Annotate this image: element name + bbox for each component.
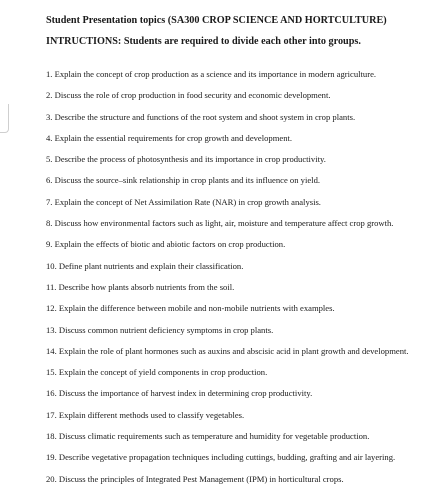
topic-text: Describe the structure and functions of the root system and shoot system in crop plants.	[54, 111, 356, 122]
document-instructions: INTRUCTIONS: Students are required to divide each other into groups.	[46, 36, 361, 47]
topic-item	[46, 303, 426, 314]
topic-number: 20.	[46, 473, 57, 484]
topic-item	[46, 367, 426, 378]
topic-text: Explain the concept of Net Assimilation Rate (NAR) in crop growth analysis.	[54, 196, 321, 207]
topic-item	[46, 239, 426, 250]
topic-item	[46, 474, 426, 485]
page-edge-marker	[0, 104, 9, 133]
topic-item	[46, 90, 426, 101]
topic-number: 7.	[46, 196, 53, 207]
topic-item	[46, 133, 426, 144]
topic-number: 16.	[46, 388, 57, 399]
topic-text: Discuss how environmental factors such as light, air, moisture and temperature affect crop growth.	[54, 218, 394, 229]
topic-text: Explain the concept of yield components in crop production.	[58, 367, 268, 378]
topic-item	[46, 452, 426, 463]
topic-text: Describe the process of photosynthesis and its importance in crop productivity.	[54, 154, 326, 165]
topic-number: 8.	[46, 218, 53, 229]
topic-number: 3.	[46, 111, 53, 122]
topic-text: Discuss the importance of harvest index in determining crop productivity.	[58, 388, 313, 399]
topic-item	[46, 410, 426, 421]
topic-number: 12.	[46, 303, 57, 314]
topic-number: 6.	[46, 175, 53, 186]
topic-number: 11.	[46, 281, 57, 292]
topic-text: Discuss common nutrient deficiency symptoms in crop plants.	[58, 324, 274, 335]
topic-text: Explain the difference between mobile and non-mobile nutrients with examples.	[58, 303, 335, 314]
topic-item	[46, 346, 426, 357]
topic-item	[46, 388, 426, 399]
topic-item	[46, 218, 426, 229]
topic-item	[46, 69, 426, 80]
topic-item	[46, 197, 426, 208]
topic-number: 4.	[46, 132, 53, 143]
topic-number: 17.	[46, 409, 57, 420]
topic-text: Discuss climatic requirements such as temperature and humidity for vegetable production.	[58, 431, 370, 442]
topic-text: Explain different methods used to classify vegetables.	[58, 409, 245, 420]
topic-item	[46, 175, 426, 186]
topic-text: Discuss the role of crop production in food security and economic development.	[54, 90, 331, 101]
topic-item	[46, 431, 426, 442]
topic-number: 1.	[46, 69, 53, 79]
topic-number: 14.	[46, 345, 57, 356]
topic-number: 15.	[46, 367, 57, 378]
topic-text: Explain the role of plant hormones such as auxins and abscisic acid in plant growth and development.	[58, 345, 409, 356]
topic-text: Explain the concept of crop production as a science and its importance in modern agriculture.	[54, 69, 377, 79]
topic-number: 19.	[46, 452, 57, 463]
topic-text: Describe how plants absorb nutrients from the soil.	[58, 281, 235, 292]
topic-text: Explain the effects of biotic and abiotic factors on crop production.	[54, 239, 286, 250]
topic-item	[46, 325, 426, 336]
topic-item	[46, 282, 426, 293]
topic-text: Discuss the source–sink relationship in crop plants and its influence on yield.	[54, 175, 321, 186]
topic-number: 5.	[46, 154, 53, 165]
topic-item	[46, 261, 426, 272]
topic-number: 13.	[46, 324, 57, 335]
topic-number: 18.	[46, 431, 57, 442]
topic-number: 9.	[46, 239, 53, 250]
topic-text: Describe vegetative propagation techniques including cuttings, budding, grafting and air layering.	[58, 452, 396, 463]
topic-text: Explain the essential requirements for crop growth and development.	[54, 132, 293, 143]
topic-list	[46, 69, 426, 485]
document-title: Student Presentation topics (SA300 CROP SCIENCE AND HORTCULTURE)	[46, 15, 387, 26]
topic-item	[46, 154, 426, 165]
topic-number: 10.	[46, 260, 57, 271]
topic-text: Discuss the principles of Integrated Pest Management (IPM) in horticultural crops.	[58, 473, 344, 484]
topic-number: 2.	[46, 90, 53, 101]
topic-item	[46, 112, 426, 123]
topic-text: Define plant nutrients and explain their classification.	[58, 260, 244, 271]
